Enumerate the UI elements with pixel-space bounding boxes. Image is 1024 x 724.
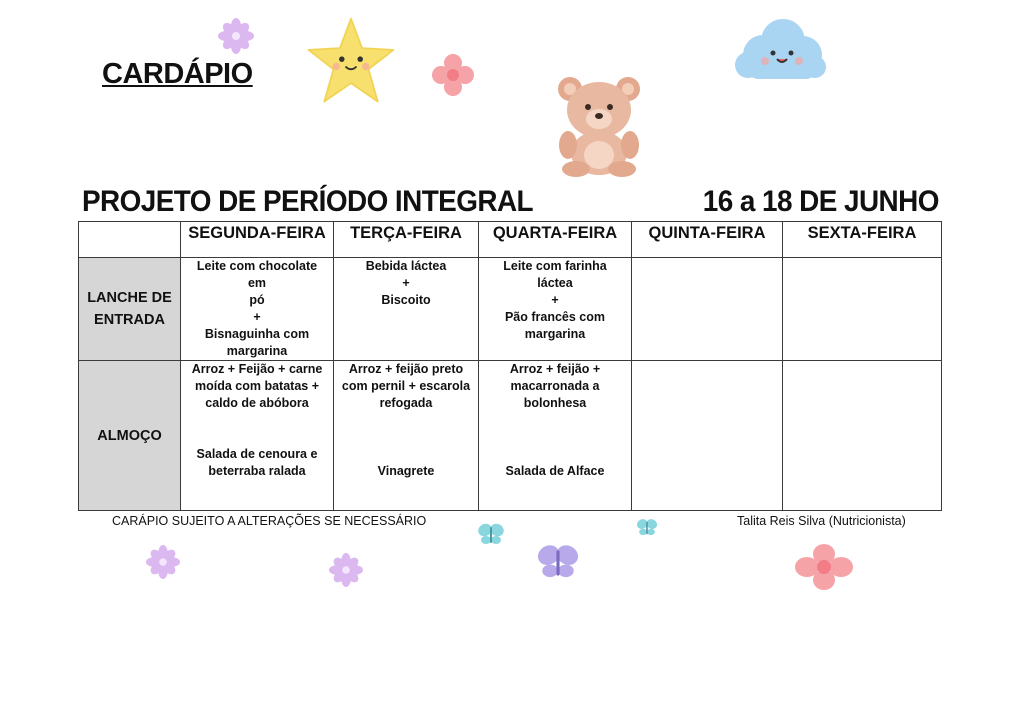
butterfly-icon <box>636 517 658 539</box>
row-label-lanche: LANCHE DE ENTRADA <box>79 258 181 361</box>
lilac-flower-icon <box>218 18 254 54</box>
day-header: SEXTA-FEIRA <box>783 222 942 258</box>
butterfly-icon <box>536 541 580 585</box>
lilac-flower-icon <box>146 545 180 579</box>
menu-cell: Arroz + feijão preto com pernil + escarola refogada Vinagrete <box>334 361 479 511</box>
menu-cell: Arroz + Feijão + carne moída com batatas + caldo de abóbora Salada de cenoura e beterraba ralada <box>181 361 334 511</box>
menu-cell: Bebida láctea + Biscoito <box>334 258 479 361</box>
table-header-row <box>79 222 942 258</box>
pink-flower-icon <box>431 53 475 97</box>
day-header: TERÇA-FEIRA <box>334 222 479 258</box>
date-range: 16 a 18 DE JUNHO <box>702 185 939 218</box>
teddy-bear-icon <box>552 75 646 177</box>
menu-cell: Leite com chocolate em pó + Bisnaguinha com margarina <box>181 258 334 361</box>
menu-cell-empty <box>783 258 942 361</box>
butterfly-icon <box>477 521 505 549</box>
menu-table <box>78 221 942 511</box>
day-header: SEGUNDA-FEIRA <box>181 222 334 258</box>
page-title: CARDÁPIO <box>102 58 253 90</box>
menu-cell-empty <box>632 258 783 361</box>
day-header: QUINTA-FEIRA <box>632 222 783 258</box>
table-row <box>79 361 942 511</box>
menu-cell: Leite com farinha láctea + Pão francês com margarina <box>479 258 632 361</box>
menu-cell-empty <box>632 361 783 511</box>
menu-cell: Arroz + feijão + macarronada a bolonhesa Salada de Alface <box>479 361 632 511</box>
star-face-icon <box>305 15 397 107</box>
disclaimer-text: CARÁPIO SUJEITO A ALTERAÇÕES SE NECESSÁRIO <box>112 514 427 528</box>
project-title: PROJETO DE PERÍODO INTEGRAL <box>82 185 534 218</box>
table-row <box>79 258 942 361</box>
pink-flower-icon <box>795 543 853 591</box>
row-label-almoco: ALMOÇO <box>79 361 181 511</box>
lilac-flower-icon <box>329 553 363 587</box>
cloud-face-icon <box>733 17 827 87</box>
day-header: QUARTA-FEIRA <box>479 222 632 258</box>
menu-cell-empty <box>783 361 942 511</box>
corner-cell <box>79 222 181 258</box>
nutritionist-signature: Talita Reis Silva (Nutricionista) <box>737 514 906 528</box>
